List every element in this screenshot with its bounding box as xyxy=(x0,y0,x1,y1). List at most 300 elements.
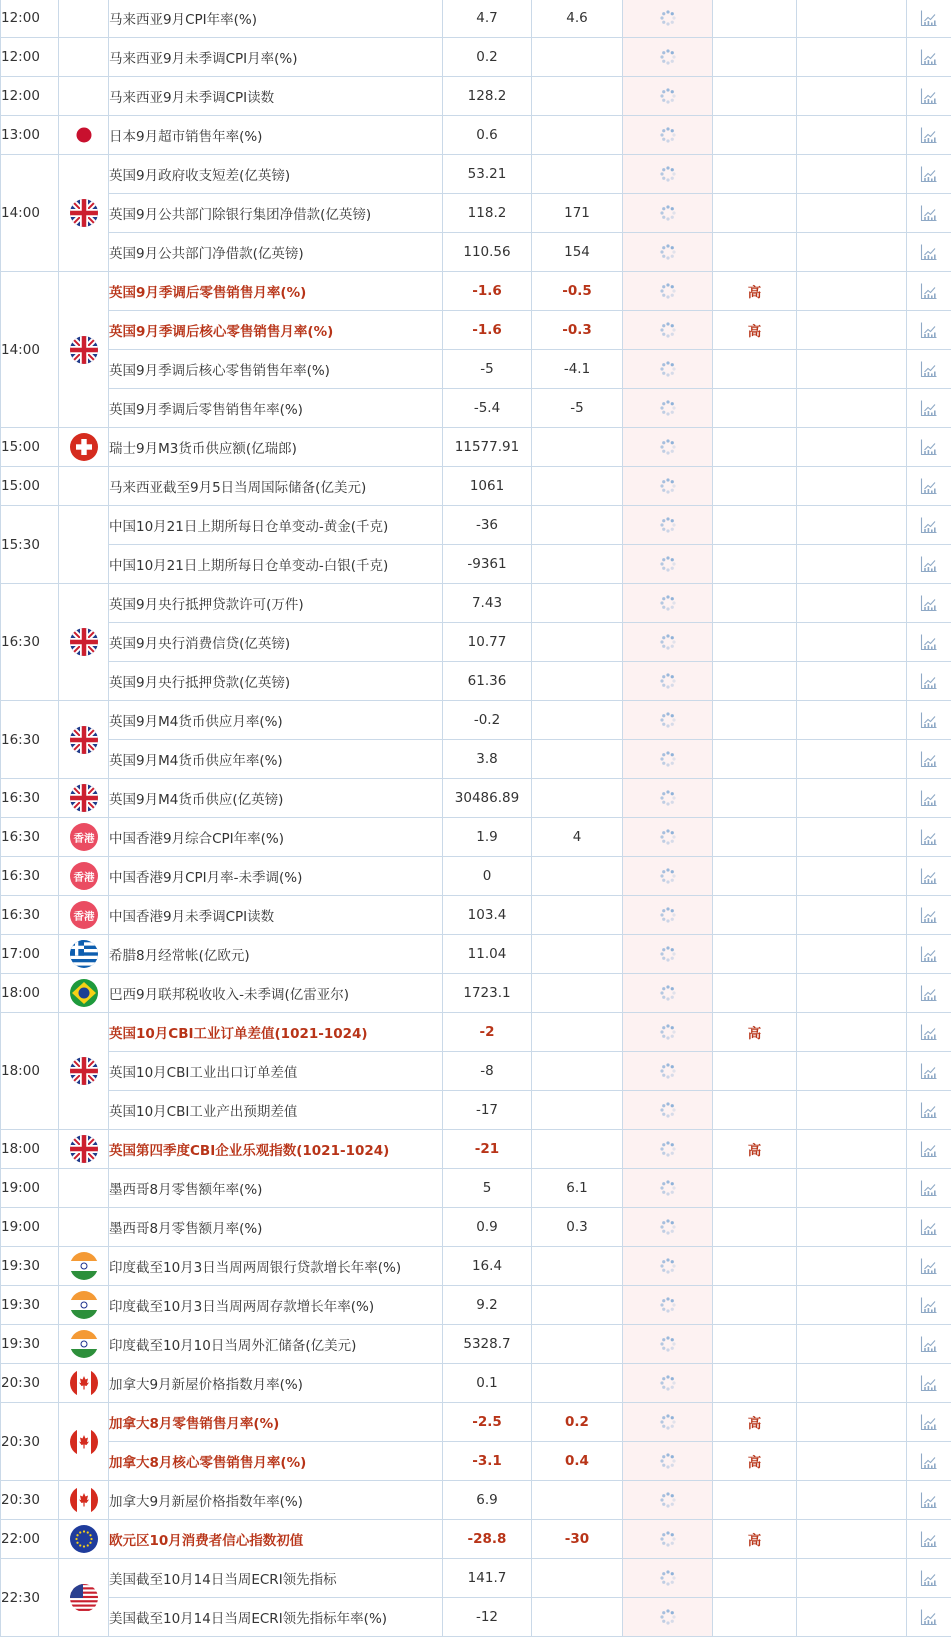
event-time: 13:00 xyxy=(1,116,59,155)
chart-cell[interactable] xyxy=(907,1169,951,1208)
chart-cell[interactable] xyxy=(907,1481,951,1520)
chart-cell[interactable] xyxy=(907,545,951,584)
forecast-value: -0.5 xyxy=(532,272,623,311)
event-name[interactable]: 印度截至10月3日当周两周银行贷款增长年率(%) xyxy=(109,1247,443,1286)
event-name[interactable]: 希腊8月经常帐(亿欧元) xyxy=(109,935,443,974)
forecast-value xyxy=(532,1013,623,1052)
chart-icon[interactable] xyxy=(920,867,938,885)
loading-spinner-icon xyxy=(659,9,677,27)
country-flag-cell xyxy=(59,116,109,155)
eu-flag-icon xyxy=(69,1524,99,1554)
chart-cell[interactable] xyxy=(907,584,951,623)
event-name[interactable]: 马来西亚截至9月5日当周国际储备(亿美元) xyxy=(109,467,443,506)
chart-cell[interactable] xyxy=(907,701,951,740)
forecast-value xyxy=(532,38,623,77)
country-flag-cell xyxy=(59,0,109,38)
chart-cell[interactable] xyxy=(907,77,951,116)
chart-icon[interactable] xyxy=(920,243,938,261)
previous-value: -2.5 xyxy=(443,1403,532,1442)
country-flag-cell xyxy=(59,935,109,974)
chart-icon[interactable] xyxy=(920,1608,938,1626)
country-flag-cell xyxy=(59,467,109,506)
interpretation-cell xyxy=(797,194,907,233)
forecast-value: 0.3 xyxy=(532,1208,623,1247)
interpretation-cell xyxy=(797,467,907,506)
importance-label xyxy=(713,1247,797,1286)
forecast-value xyxy=(532,116,623,155)
table-row xyxy=(1,1325,951,1364)
actual-value xyxy=(623,818,713,857)
importance-label xyxy=(713,1325,797,1364)
event-name[interactable]: 英国9月公共部门净借款(亿英镑) xyxy=(109,233,443,272)
chart-cell[interactable] xyxy=(907,233,951,272)
loading-spinner-icon xyxy=(659,750,677,768)
event-name[interactable]: 中国10月21日上期所每日仓单变动-白银(千克) xyxy=(109,545,443,584)
table-row xyxy=(1,1130,951,1169)
forecast-value: 6.1 xyxy=(532,1169,623,1208)
forecast-value xyxy=(532,896,623,935)
interpretation-cell xyxy=(797,116,907,155)
event-time: 22:30 xyxy=(1,1559,59,1637)
table-row xyxy=(1,38,951,77)
previous-value: 9.2 xyxy=(443,1286,532,1325)
country-flag-cell xyxy=(59,1247,109,1286)
event-name[interactable]: 印度截至10月3日当周两周存款增长年率(%) xyxy=(109,1286,443,1325)
forecast-value: -5 xyxy=(532,389,623,428)
actual-value xyxy=(623,1364,713,1403)
country-flag-cell xyxy=(59,857,109,896)
chart-cell[interactable] xyxy=(907,506,951,545)
event-time: 15:00 xyxy=(1,467,59,506)
canada-flag-icon xyxy=(69,1368,99,1398)
loading-spinner-icon xyxy=(659,1491,677,1509)
loading-spinner-icon xyxy=(659,477,677,495)
table-row xyxy=(1,1091,951,1130)
table-row xyxy=(1,1442,951,1481)
chart-icon[interactable] xyxy=(920,438,938,456)
actual-value xyxy=(623,1247,713,1286)
event-time: 19:30 xyxy=(1,1247,59,1286)
interpretation-cell xyxy=(797,1559,907,1598)
forecast-value xyxy=(532,1481,623,1520)
event-time: 20:30 xyxy=(1,1481,59,1520)
interpretation-cell xyxy=(797,1130,907,1169)
chart-cell[interactable] xyxy=(907,38,951,77)
interpretation-cell xyxy=(797,0,907,38)
event-name[interactable]: 英国9月M4货币供应月率(%) xyxy=(109,701,443,740)
chart-icon[interactable] xyxy=(920,1491,938,1509)
chart-cell[interactable] xyxy=(907,1559,951,1598)
chart-cell[interactable] xyxy=(907,311,951,350)
importance-label: 高 xyxy=(713,311,797,350)
india-flag-icon xyxy=(69,1290,99,1320)
loading-spinner-icon xyxy=(659,321,677,339)
forecast-value xyxy=(532,935,623,974)
canada-flag-icon xyxy=(69,1427,99,1457)
chart-cell[interactable] xyxy=(907,1520,951,1559)
event-name[interactable]: 英国9月季调后核心零售销售年率(%) xyxy=(109,350,443,389)
chart-icon[interactable] xyxy=(920,1023,938,1041)
loading-spinner-icon xyxy=(659,438,677,456)
importance-label xyxy=(713,779,797,818)
chart-cell[interactable] xyxy=(907,935,951,974)
chart-cell[interactable] xyxy=(907,1403,951,1442)
chart-icon[interactable] xyxy=(920,399,938,417)
loading-spinner-icon xyxy=(659,633,677,651)
interpretation-cell xyxy=(797,428,907,467)
forecast-value xyxy=(532,1091,623,1130)
table-row xyxy=(1,0,951,38)
chart-icon[interactable] xyxy=(920,1530,938,1548)
chart-icon[interactable] xyxy=(920,1413,938,1431)
uk-flag-icon xyxy=(69,627,99,657)
chart-icon[interactable] xyxy=(920,906,938,924)
loading-spinner-icon xyxy=(659,906,677,924)
forecast-value xyxy=(532,701,623,740)
chart-cell[interactable] xyxy=(907,155,951,194)
loading-spinner-icon xyxy=(659,867,677,885)
previous-value: 118.2 xyxy=(443,194,532,233)
hong-kong-flag-icon xyxy=(69,900,99,930)
event-name[interactable]: 中国香港9月CPI月率-未季调(%) xyxy=(109,857,443,896)
event-name[interactable]: 加拿大8月核心零售销售月率(%) xyxy=(109,1442,443,1481)
table-row xyxy=(1,1247,951,1286)
chart-icon[interactable] xyxy=(920,204,938,222)
event-time: 16:30 xyxy=(1,818,59,857)
chart-cell[interactable] xyxy=(907,428,951,467)
interpretation-cell xyxy=(797,545,907,584)
actual-value xyxy=(623,1286,713,1325)
chart-icon[interactable] xyxy=(920,87,938,105)
forecast-value xyxy=(532,740,623,779)
event-name[interactable]: 英国9月央行抵押贷款许可(万件) xyxy=(109,584,443,623)
event-time: 16:30 xyxy=(1,779,59,818)
loading-spinner-icon xyxy=(659,1374,677,1392)
hong-kong-flag-icon xyxy=(69,822,99,852)
importance-label xyxy=(713,116,797,155)
event-name[interactable]: 墨西哥8月零售额年率(%) xyxy=(109,1169,443,1208)
event-name[interactable]: 墨西哥8月零售额月率(%) xyxy=(109,1208,443,1247)
table-row xyxy=(1,545,951,584)
loading-spinner-icon xyxy=(659,1608,677,1626)
event-name[interactable]: 马来西亚9月未季调CPI读数 xyxy=(109,77,443,116)
importance-label xyxy=(713,545,797,584)
chart-cell[interactable] xyxy=(907,194,951,233)
forecast-value xyxy=(532,584,623,623)
chart-cell[interactable] xyxy=(907,1091,951,1130)
forecast-value: -30 xyxy=(532,1520,623,1559)
chart-icon[interactable] xyxy=(920,1296,938,1314)
event-name[interactable]: 英国第四季度CBI企业乐观指数(1021-1024) xyxy=(109,1130,443,1169)
event-name[interactable]: 英国9月季调后核心零售销售月率(%) xyxy=(109,311,443,350)
event-time: 19:00 xyxy=(1,1169,59,1208)
importance-label xyxy=(713,428,797,467)
chart-cell[interactable] xyxy=(907,1013,951,1052)
event-name[interactable]: 英国10月CBI工业产出预期差值 xyxy=(109,1091,443,1130)
chart-icon[interactable] xyxy=(920,789,938,807)
actual-value xyxy=(623,467,713,506)
chart-icon[interactable] xyxy=(920,945,938,963)
uk-flag-icon xyxy=(69,725,99,755)
interpretation-cell xyxy=(797,896,907,935)
importance-label xyxy=(713,1559,797,1598)
loading-spinner-icon xyxy=(659,984,677,1002)
actual-value xyxy=(623,1013,713,1052)
forecast-value xyxy=(532,1052,623,1091)
table-row xyxy=(1,311,951,350)
country-flag-cell xyxy=(59,701,109,779)
event-name[interactable]: 欧元区10月消费者信心指数初值 xyxy=(109,1520,443,1559)
event-name[interactable]: 马来西亚9月CPI年率(%) xyxy=(109,0,443,38)
previous-value: -1.6 xyxy=(443,272,532,311)
chart-cell[interactable] xyxy=(907,1286,951,1325)
interpretation-cell xyxy=(797,311,907,350)
chart-icon[interactable] xyxy=(920,9,938,27)
actual-value xyxy=(623,1559,713,1598)
country-flag-cell xyxy=(59,1169,109,1208)
chart-cell[interactable] xyxy=(907,623,951,662)
chart-icon[interactable] xyxy=(920,165,938,183)
chart-cell[interactable] xyxy=(907,857,951,896)
event-time: 15:00 xyxy=(1,428,59,467)
event-time: 17:00 xyxy=(1,935,59,974)
event-name[interactable]: 瑞士9月M3货币供应额(亿瑞郎) xyxy=(109,428,443,467)
country-flag-cell xyxy=(59,1403,109,1481)
chart-cell[interactable] xyxy=(907,116,951,155)
previous-value: 0.9 xyxy=(443,1208,532,1247)
interpretation-cell xyxy=(797,1481,907,1520)
importance-label xyxy=(713,974,797,1013)
chart-icon[interactable] xyxy=(920,594,938,612)
actual-value xyxy=(623,545,713,584)
event-time: 19:00 xyxy=(1,1208,59,1247)
event-name[interactable]: 巴西9月联邦税收收入-未季调(亿雷亚尔) xyxy=(109,974,443,1013)
chart-icon[interactable] xyxy=(920,555,938,573)
actual-value xyxy=(623,0,713,38)
greece-flag-icon xyxy=(69,939,99,969)
chart-icon[interactable] xyxy=(920,48,938,66)
japan-flag-icon xyxy=(69,120,99,150)
chart-icon[interactable] xyxy=(920,1140,938,1158)
event-name[interactable]: 英国9月季调后零售销售月率(%) xyxy=(109,272,443,311)
chart-icon[interactable] xyxy=(920,477,938,495)
previous-value: -9361 xyxy=(443,545,532,584)
event-name[interactable]: 中国香港9月综合CPI年率(%) xyxy=(109,818,443,857)
interpretation-cell xyxy=(797,1598,907,1637)
chart-cell[interactable] xyxy=(907,1325,951,1364)
interpretation-cell xyxy=(797,350,907,389)
event-name[interactable]: 中国香港9月未季调CPI读数 xyxy=(109,896,443,935)
actual-value xyxy=(623,38,713,77)
importance-label: 高 xyxy=(713,1520,797,1559)
india-flag-icon xyxy=(69,1329,99,1359)
event-name[interactable]: 英国9月央行抵押贷款(亿英镑) xyxy=(109,662,443,701)
interpretation-cell xyxy=(797,1364,907,1403)
forecast-value xyxy=(532,428,623,467)
country-flag-cell xyxy=(59,896,109,935)
actual-value xyxy=(623,1130,713,1169)
event-name[interactable]: 美国截至10月14日当周ECRI领先指标 xyxy=(109,1559,443,1598)
chart-icon[interactable] xyxy=(920,1374,938,1392)
importance-label xyxy=(713,740,797,779)
chart-icon[interactable] xyxy=(920,828,938,846)
chart-icon[interactable] xyxy=(920,1101,938,1119)
importance-label xyxy=(713,38,797,77)
chart-icon[interactable] xyxy=(920,672,938,690)
forecast-value xyxy=(532,545,623,584)
event-name[interactable]: 英国9月M4货币供应(亿英镑) xyxy=(109,779,443,818)
loading-spinner-icon xyxy=(659,1023,677,1041)
chart-icon[interactable] xyxy=(920,1335,938,1353)
chart-icon[interactable] xyxy=(920,984,938,1002)
chart-cell[interactable] xyxy=(907,389,951,428)
chart-icon[interactable] xyxy=(920,1257,938,1275)
importance-label xyxy=(713,896,797,935)
chart-icon[interactable] xyxy=(920,750,938,768)
event-name[interactable]: 美国截至10月14日当周ECRI领先指标年率(%) xyxy=(109,1598,443,1637)
interpretation-cell xyxy=(797,1208,907,1247)
loading-spinner-icon xyxy=(659,243,677,261)
chart-cell[interactable] xyxy=(907,1364,951,1403)
table-row xyxy=(1,389,951,428)
table-row xyxy=(1,740,951,779)
event-time: 16:30 xyxy=(1,857,59,896)
chart-cell[interactable] xyxy=(907,1208,951,1247)
chart-cell[interactable] xyxy=(907,1598,951,1637)
chart-cell[interactable] xyxy=(907,350,951,389)
interpretation-cell xyxy=(797,506,907,545)
event-name[interactable]: 中国10月21日上期所每日仓单变动-黄金(千克) xyxy=(109,506,443,545)
actual-value xyxy=(623,1442,713,1481)
country-flag-cell xyxy=(59,818,109,857)
chart-cell[interactable] xyxy=(907,818,951,857)
chart-icon[interactable] xyxy=(920,633,938,651)
loading-spinner-icon xyxy=(659,399,677,417)
chart-icon[interactable] xyxy=(920,1218,938,1236)
event-name[interactable]: 英国10月CBI工业订单差值(1021-1024) xyxy=(109,1013,443,1052)
event-name[interactable]: 马来西亚9月未季调CPI月率(%) xyxy=(109,38,443,77)
chart-cell[interactable] xyxy=(907,1442,951,1481)
event-name[interactable]: 英国9月季调后零售销售年率(%) xyxy=(109,389,443,428)
importance-label xyxy=(713,467,797,506)
table-row xyxy=(1,155,951,194)
chart-cell[interactable] xyxy=(907,1130,951,1169)
chart-icon[interactable] xyxy=(920,1452,938,1470)
chart-icon[interactable] xyxy=(920,1179,938,1197)
interpretation-cell xyxy=(797,1286,907,1325)
svg-text:香港: 香港 xyxy=(73,910,94,923)
loading-spinner-icon xyxy=(659,711,677,729)
chart-cell[interactable] xyxy=(907,272,951,311)
event-name[interactable]: 印度截至10月10日当周外汇储备(亿美元) xyxy=(109,1325,443,1364)
table-row xyxy=(1,1169,951,1208)
loading-spinner-icon xyxy=(659,828,677,846)
actual-value xyxy=(623,662,713,701)
table-row xyxy=(1,506,951,545)
actual-value xyxy=(623,155,713,194)
actual-value xyxy=(623,272,713,311)
previous-value: 128.2 xyxy=(443,77,532,116)
interpretation-cell xyxy=(797,857,907,896)
importance-label xyxy=(713,1481,797,1520)
event-name[interactable]: 英国9月M4货币供应年率(%) xyxy=(109,740,443,779)
chart-cell[interactable] xyxy=(907,1247,951,1286)
previous-value: 53.21 xyxy=(443,155,532,194)
interpretation-cell xyxy=(797,1520,907,1559)
event-name[interactable]: 英国9月政府收支短差(亿英镑) xyxy=(109,155,443,194)
table-row xyxy=(1,194,951,233)
previous-value: -17 xyxy=(443,1091,532,1130)
event-time: 12:00 xyxy=(1,0,59,38)
chart-icon[interactable] xyxy=(920,282,938,300)
interpretation-cell xyxy=(797,1325,907,1364)
interpretation-cell xyxy=(797,584,907,623)
loading-spinner-icon xyxy=(659,1062,677,1080)
chart-cell[interactable] xyxy=(907,662,951,701)
interpretation-cell xyxy=(797,1247,907,1286)
actual-value xyxy=(623,1208,713,1247)
interpretation-cell xyxy=(797,1013,907,1052)
chart-cell[interactable] xyxy=(907,896,951,935)
chart-icon[interactable] xyxy=(920,360,938,378)
event-time: 16:30 xyxy=(1,896,59,935)
event-name[interactable]: 加拿大9月新屋价格指数月率(%) xyxy=(109,1364,443,1403)
event-name[interactable]: 加拿大9月新屋价格指数年率(%) xyxy=(109,1481,443,1520)
event-name[interactable]: 日本9月超市销售年率(%) xyxy=(109,116,443,155)
chart-icon[interactable] xyxy=(920,516,938,534)
previous-value: 5 xyxy=(443,1169,532,1208)
actual-value xyxy=(623,779,713,818)
event-name[interactable]: 加拿大8月零售销售月率(%) xyxy=(109,1403,443,1442)
chart-cell[interactable] xyxy=(907,467,951,506)
table-row xyxy=(1,896,951,935)
event-time: 18:00 xyxy=(1,974,59,1013)
chart-cell[interactable] xyxy=(907,1052,951,1091)
forecast-value xyxy=(532,1598,623,1637)
interpretation-cell xyxy=(797,1403,907,1442)
chart-icon[interactable] xyxy=(920,126,938,144)
previous-value: -12 xyxy=(443,1598,532,1637)
country-flag-cell xyxy=(59,1325,109,1364)
interpretation-cell xyxy=(797,740,907,779)
country-flag-cell xyxy=(59,1364,109,1403)
chart-icon[interactable] xyxy=(920,1062,938,1080)
importance-label xyxy=(713,506,797,545)
chart-cell[interactable] xyxy=(907,974,951,1013)
event-name[interactable]: 英国9月央行消费信贷(亿英镑) xyxy=(109,623,443,662)
country-flag-cell xyxy=(59,1013,109,1130)
chart-icon[interactable] xyxy=(920,711,938,729)
event-name[interactable]: 英国9月公共部门除银行集团净借款(亿英镑) xyxy=(109,194,443,233)
chart-cell[interactable] xyxy=(907,779,951,818)
chart-icon[interactable] xyxy=(920,1569,938,1587)
event-time: 15:30 xyxy=(1,506,59,584)
event-name[interactable]: 英国10月CBI工业出口订单差值 xyxy=(109,1052,443,1091)
loading-spinner-icon xyxy=(659,204,677,222)
chart-cell[interactable] xyxy=(907,0,951,38)
importance-label xyxy=(713,0,797,38)
country-flag-cell xyxy=(59,506,109,584)
previous-value: 7.43 xyxy=(443,584,532,623)
forecast-value: 0.4 xyxy=(532,1442,623,1481)
importance-label xyxy=(713,1091,797,1130)
chart-icon[interactable] xyxy=(920,321,938,339)
table-row xyxy=(1,467,951,506)
svg-text:香港: 香港 xyxy=(73,871,94,884)
importance-label xyxy=(713,1208,797,1247)
chart-cell[interactable] xyxy=(907,740,951,779)
country-flag-cell xyxy=(59,272,109,428)
